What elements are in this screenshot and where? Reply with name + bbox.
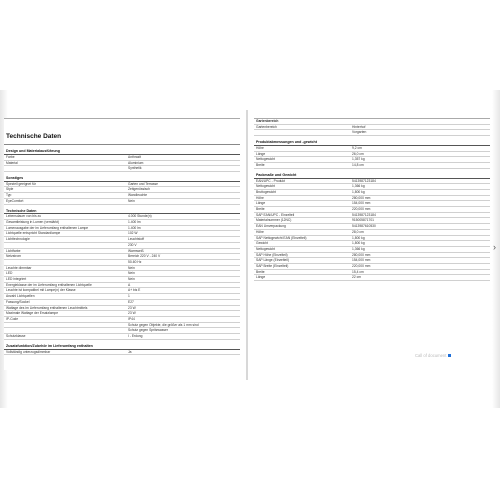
- spec-key: SAP Länge (Einzelteil): [256, 258, 289, 263]
- spec-value: Hinterhof: [352, 124, 366, 129]
- spec-key: [4, 328, 128, 333]
- spec-key: Gesamtleistung in Lumen (verstärkt): [6, 220, 60, 225]
- spec-value: 1,800 kg: [352, 241, 365, 246]
- spec-value: 23 W: [128, 311, 136, 316]
- spec-value: Bereich 220 V - 240 V: [128, 254, 161, 259]
- spec-key: Länge: [256, 201, 266, 206]
- spec-value: Leuchtstoff: [128, 237, 145, 242]
- spec-key: SAP Nettogewicht EAN (Einzelteil): [256, 235, 307, 240]
- spec-key: LED: [6, 271, 13, 276]
- section-heading: Packmaße und Gewicht: [254, 172, 490, 179]
- spec-key: Energieklasse der im Lieferumfang enthaltenen Lichtquelle: [6, 282, 92, 287]
- spec-page-left: [4, 118, 240, 370]
- section-heading: Design und Materialausführung: [4, 148, 240, 155]
- spec-value: 14,8 cm: [352, 163, 364, 168]
- spec-key: Gewicht: [256, 241, 268, 246]
- spec-value: 280,000 mm: [352, 195, 371, 200]
- garden-area-rows: [254, 119, 490, 136]
- spec-value: E27: [128, 299, 134, 304]
- spec-key: Länge: [256, 275, 266, 280]
- spec-value: 1.400 lm: [128, 220, 141, 225]
- section-heading: Produktabmessungen und -gewicht: [254, 139, 490, 146]
- spec-value: 4.000 Stunde(n): [128, 214, 152, 219]
- spec-row: [4, 199, 240, 205]
- spec-value: Anthrazit: [128, 154, 142, 159]
- spec-key: Höhe: [256, 195, 264, 200]
- spec-value: Aluminium: [128, 160, 144, 165]
- spec-value: 50-60 Hz: [128, 259, 142, 264]
- spec-key: Lebensdauer von bis zu: [6, 214, 42, 219]
- spec-key: Bruttogewicht: [256, 189, 276, 194]
- spec-key: SAP Breite (Einzelteil): [256, 264, 289, 269]
- spec-key: [4, 243, 128, 248]
- spec-value: 5413987123184: [352, 178, 376, 183]
- spec-key: LED integriert: [6, 277, 27, 282]
- watermark-logo-icon: [448, 354, 451, 357]
- spec-key: Lichtfarbe: [6, 248, 21, 253]
- spec-value: 1,800 kg: [352, 235, 365, 240]
- spec-value: 154,000 mm: [352, 201, 371, 206]
- spec-key: Vollständig unterzugsdimmbar: [6, 349, 51, 354]
- spec-key: Lichtquelle entspricht Standardlampe: [6, 231, 61, 236]
- spec-value: Nein: [128, 198, 135, 203]
- spec-row: [254, 163, 490, 169]
- spec-page-right: [254, 118, 490, 370]
- right-sections: [254, 139, 490, 281]
- left-sections: [4, 148, 240, 355]
- spec-value: 220,000 mm: [352, 207, 371, 212]
- spec-section: [4, 208, 240, 340]
- spec-value: 1,800 kg: [352, 189, 365, 194]
- spec-key: Materialnummer (12NC): [256, 218, 292, 223]
- spec-key: EAN Umverpackung: [256, 224, 286, 229]
- spec-key: Anzahl Lichtquellen: [6, 294, 35, 299]
- spec-key: Breite: [256, 207, 265, 212]
- spec-row: [254, 275, 490, 281]
- spec-key: Nettogewicht: [256, 246, 276, 251]
- spec-key: Lichttechnologie: [6, 237, 30, 242]
- spec-value: Zeitgenössisch: [128, 187, 150, 192]
- spec-section: [254, 139, 490, 169]
- spec-value: 230 V: [128, 242, 137, 247]
- spec-row: [4, 166, 240, 172]
- spec-key: Leuchte dimmbar: [6, 265, 32, 270]
- spec-key: Leuchte ist kompatibel mit Lampe(n) der Klasse: [6, 288, 76, 293]
- spec-key: Höhe: [256, 229, 264, 234]
- spec-row: [254, 130, 490, 136]
- spec-section: [4, 148, 240, 172]
- spec-value: Wandleuchte: [128, 193, 148, 198]
- spec-value: Schutz gegen Objekte, die größer als 1 mm sind: [128, 322, 199, 327]
- spec-row: [4, 350, 240, 356]
- spec-key: EyeComfort: [6, 198, 24, 203]
- spec-value: 28,0 cm: [352, 229, 364, 234]
- section-heading: Zusatzfunktion/Zubehör im Lieferumfang enthalten: [4, 343, 240, 350]
- spec-key: [4, 260, 128, 265]
- spec-section: [4, 343, 240, 356]
- spec-value: Garten und Terrasse: [128, 181, 158, 186]
- spec-section: [254, 172, 490, 281]
- spec-row: [4, 334, 240, 340]
- spec-key: Farbe: [6, 154, 15, 159]
- spec-key: SAP EAN/UPC - Einzelteil: [256, 212, 295, 217]
- spec-value: 1,357 kg: [352, 157, 365, 162]
- next-page-arrow-icon[interactable]: ›: [493, 242, 496, 252]
- spec-key: Schutzklasse: [6, 334, 26, 339]
- spec-key: Nettogewicht: [256, 184, 276, 189]
- spec-section: [4, 175, 240, 205]
- spec-key: Breite: [256, 269, 265, 274]
- spec-key: Material: [6, 160, 18, 165]
- spec-key: Typ: [6, 193, 12, 198]
- spec-key: Höhe: [256, 145, 264, 150]
- spec-key: Länge: [256, 151, 266, 156]
- spec-key: Gartenbereich: [256, 124, 277, 129]
- spec-key: [254, 130, 352, 135]
- spec-value: Synthetik: [128, 166, 142, 171]
- spec-key: Netzstrom: [6, 254, 22, 259]
- spec-value: Warmweiß: [128, 248, 144, 253]
- spec-value: 1: [128, 294, 130, 299]
- document-title: Technische Daten: [4, 119, 240, 145]
- spec-key: Style: [6, 187, 14, 192]
- spec-value: 154,000 mm: [352, 258, 371, 263]
- watermark: Call of document: [415, 353, 451, 358]
- spec-value: 5413987123184: [352, 212, 376, 217]
- spec-key: Lumenausgabe der im Lieferumfang enthaltenen Lampe: [6, 225, 89, 230]
- page-gutter: [246, 110, 248, 380]
- spec-value: 26,0 cm: [352, 151, 364, 156]
- spec-value: A+ bis E: [128, 288, 141, 293]
- spec-value: Nein: [128, 277, 135, 282]
- spec-key: [4, 323, 128, 328]
- spec-value: 15,4 cm: [352, 269, 364, 274]
- spec-value: Nein: [128, 271, 135, 276]
- spec-value: 22 cm: [352, 275, 361, 280]
- spec-key: Speziell geeignet für: [6, 181, 36, 186]
- spec-value: 1,366 kg: [352, 246, 365, 251]
- spec-value: 280,000 mm: [352, 252, 371, 257]
- spec-value: 1,366 kg: [352, 184, 365, 189]
- section-heading: Sonstiges: [4, 175, 240, 182]
- section-heading: Technische Daten: [4, 208, 240, 215]
- spec-value: 1.400 lm: [128, 225, 141, 230]
- spec-key: Breite: [256, 163, 265, 168]
- spec-value: 5413987610530: [352, 224, 376, 229]
- spec-key: Maximale Wattage der Ersatzlampe: [6, 311, 59, 316]
- spec-value: 23 W: [128, 305, 136, 310]
- spec-value: Nein: [128, 265, 135, 270]
- spec-key: Fassung/Sockel: [6, 299, 30, 304]
- spec-key: Nettogewicht: [256, 157, 276, 162]
- spec-value: 915005871701: [352, 218, 375, 223]
- spec-key: EAN/UPC - Produkt: [256, 178, 285, 183]
- spec-key: [4, 166, 128, 171]
- spec-value: [352, 119, 490, 124]
- spec-key: IP-Code: [6, 316, 19, 321]
- spec-value: 9,2 cm: [352, 145, 362, 150]
- spec-value: Vorgarten: [352, 130, 367, 135]
- spec-key: Wattage des im Lieferumfang enthaltenen Leuchtmittels: [6, 305, 88, 310]
- spec-value: I - Erdung: [128, 334, 143, 339]
- spec-value: 102 W: [128, 231, 138, 236]
- spec-value: IP44: [128, 316, 135, 321]
- spec-key: SAP Höhe (Einzelteil): [256, 252, 288, 257]
- spec-key: Gartenbereich: [256, 119, 279, 123]
- spec-value: Ja: [128, 349, 132, 354]
- spec-value: A: [128, 282, 131, 287]
- spec-value: Schutz gegen Spritzwasser: [128, 328, 168, 333]
- spec-value: 220,000 mm: [352, 264, 371, 269]
